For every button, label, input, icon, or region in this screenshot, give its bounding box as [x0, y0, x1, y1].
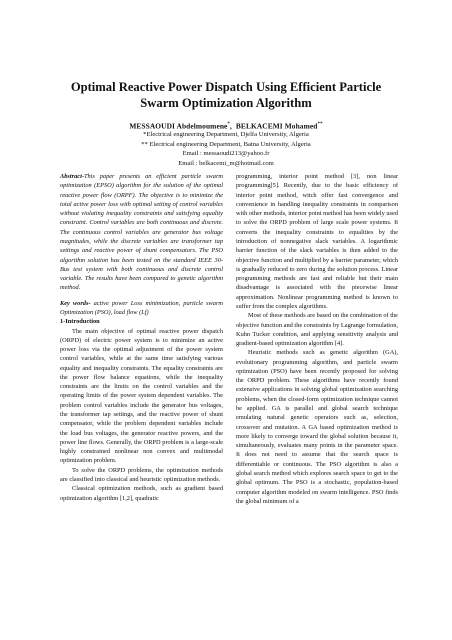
- affiliation-1: *Electrical engineering Department, Djelfa University, Algeria: [143, 131, 309, 138]
- keywords-label: Key words-: [60, 299, 91, 307]
- left-column: [60, 172, 223, 503]
- author-line: [20, 120, 432, 130]
- email-2: Email : belkacemi_m@hotmail.com: [178, 159, 274, 167]
- affiliation-2: ** Electrical engineering Department, Batna University, Algeria: [141, 140, 311, 148]
- author-1-mark: *: [227, 122, 231, 127]
- right-column: [236, 172, 398, 506]
- intro-paragraph-2: To solve the ORPD problems, the optimization methods are classified into classical and heuristic optimization methods.: [60, 466, 223, 483]
- keywords-text: active power Loss minimization, particle swarm Optimization (PSO), load flow (Lf): [60, 299, 223, 316]
- paper-title: [20, 80, 432, 111]
- author-2-mark: **: [317, 122, 323, 127]
- keywords: [60, 299, 223, 318]
- email-1: Email : messaoudi213@yahoo.fr: [182, 150, 270, 158]
- author-1: MESSAOUDI Abdelmoumene: [129, 121, 228, 131]
- abstract-label: Abstract-: [60, 173, 84, 180]
- right-paragraph-1: programming, interior point method [3], non linear programming[5]. Recently, due to the basic efficiency of interior point method, witch offer fast convergence and convenience in handling inequality constraints in comparison with other methods, interior point method has been widely used to solve the ORPD problem of large scale power systems. It converts the inequality constraints to equalities by the introduction of nonnegative slack variables. A logarithmic barrier function of the slack variables is then added to the objective function and multiplied by a barrier parameter, which is gradually reduced to zero during the solution process. Linear programming methods are fast and reliable but their main disadvantage is associated with the piecewise linear approximation. Nonlinear programming method is known to suffer from the complex algorithms.: [236, 173, 398, 310]
- abstract: [60, 172, 223, 293]
- right-paragraph-3: Heuristic methods such as genetic algorithm (GA), evolutionary programming algorithm, and particle swarm optimization (PSO) have been recently proposed for solving the ORPD problem. These algorithms have recently found extensive applications in solving global optimization searching problems, when the closed-form optimization technique cannot be applied. GA is parallel and global search technique emulating natural genetic operators such as, selection, crossover and mutation. A GA based optimization method is more likely to converge toward the global solution because it, simultaneously, evaluates many points in the parameter space. It does not need to assume that the search space is differentiable or continuous. The PSO algorithm is also a global search method which explores search space to get to the global optimum. The PSO is a stochastic, population-based computer algorithm modeled on swarm intelligence. PSO finds the global minimum of a: [236, 349, 398, 505]
- title-line-2: Swarm Optimization Algorithm: [140, 95, 312, 110]
- author-separator: ,: [230, 121, 232, 131]
- intro-paragraph-1: The main objective of optimal reactive power dispatch (ORPD) of electric power system is to minimize an active power loss via the optimal adjustment of the power system control variables, while at the same time satisfying various equality and inequality constraints. The equality constraints are the power flow balance equations, while the inequality constraints are the limits on the control variables and the operating limits of the power system dependent variables. The problem control variables include the generator bus voltages, the transformer tap settings, and the reactive power of shunt compensator, while the problem dependent variables include the load bus voltages, the generator reactive powers, and the power line flows. Generally, the ORPD problem is a large-scale highly constrained nonlinear non convex and multimodal optimization problem.: [60, 327, 223, 465]
- intro-paragraph-3: Classical optimization methods, such as gradient based optimization algorithm [1,2], quadratic: [60, 485, 223, 502]
- author-2: BELKACEMI Mohamed: [235, 121, 318, 131]
- section-heading-introduction: 1-Introduction: [60, 318, 100, 326]
- right-paragraph-2: Most of these methods are based on the combination of the objective function and the constraints by Lagrange formulation, Kuhn Tucker condition, and applying sensitivity analysis and gradient-based optimization algorithm [4].: [236, 312, 398, 348]
- title-line-1: Optimal Reactive Power Dispatch Using Efficient Particle: [70, 80, 382, 94]
- abstract-text: This paper presents an efficient particle swarm optimization (EPSO) algorithm for the solution of the optimal reactive power flow (ORPF). The objective is to minimize the total active power loss with optimal setting of control variables without violating inequality constraints and satisfying equality constraint. Control variables are both continuous and discrete. The continuous control variables are generator bus voltage magnitudes, while the discrete variables are transformer tap settings and reactive power of shunt compensators. The PSO algorithm solution has been tested on the standard IEEE 30-Bus test system with both continuous and discrete control variable. The results have been compared to genetic algorithm method.: [60, 173, 223, 292]
